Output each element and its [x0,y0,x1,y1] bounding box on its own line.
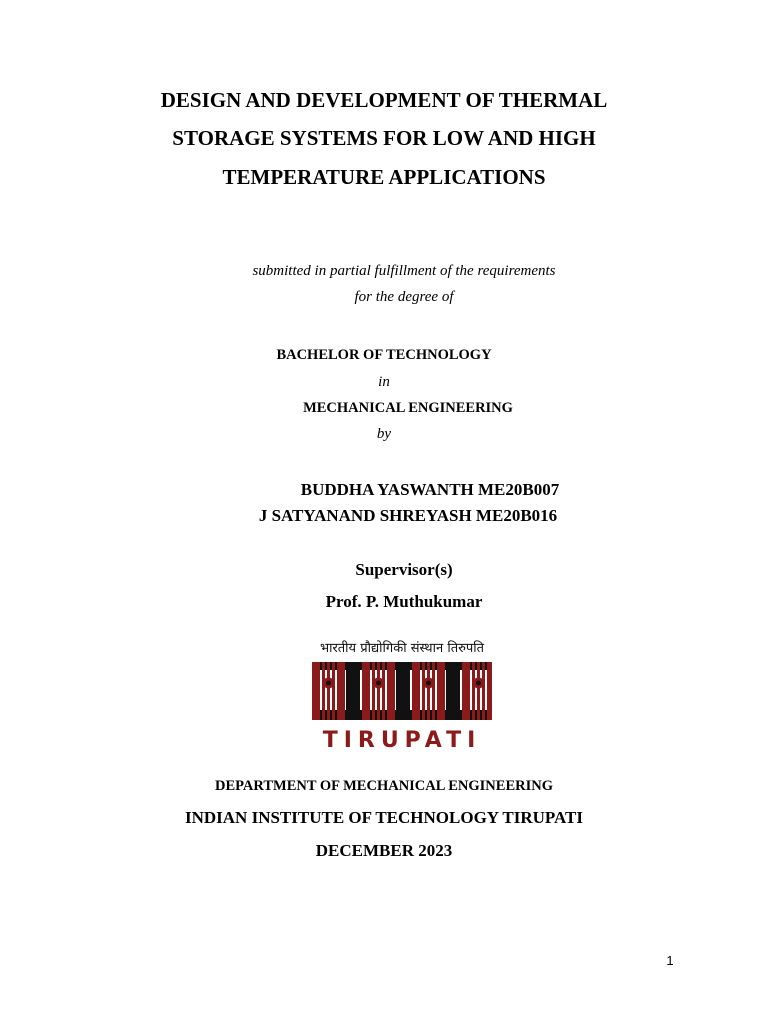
thesis-title-line-3: TEMPERATURE APPLICATIONS [222,165,546,189]
thesis-title-line-2: STORAGE SYSTEMS FOR LOW AND HIGH [172,126,596,150]
degree-branch: MECHANICAL ENGINEERING [303,400,513,416]
page-number: 1 [666,953,674,968]
supervisor-name: Prof. P. Muthukumar [325,592,483,611]
department-name: DEPARTMENT OF MECHANICAL ENGINEERING [215,778,553,794]
supervisor-heading: Supervisor(s) [355,560,453,579]
submission-date: DECEMBER 2023 [315,841,453,860]
iit-tirupati-logo-graphic [306,636,498,750]
submission-line-2: for the degree of [354,289,454,305]
degree-in: in [378,374,390,390]
submission-line-1: submitted in partial fulfillment of the requirements [252,263,556,279]
degree-by: by [376,426,392,442]
logo-hindi-text: भारतीय प्रौद्योगिकी संस्थान तिरुपति [319,641,485,656]
degree-name: BACHELOR OF TECHNOLOGY [276,347,492,363]
thesis-title-line-1: DESIGN AND DEVELOPMENT OF THERMAL [160,88,608,112]
logo-word: TIRUPATI [322,728,482,750]
author-2: J SATYANAND SHREYASH ME20B016 [258,506,558,525]
institute-name: INDIAN INSTITUTE OF TECHNOLOGY TIRUPATI [184,808,583,827]
iit-tirupati-logo [306,636,498,750]
author-1: BUDDHA YASWANTH ME20B007 [300,480,560,499]
